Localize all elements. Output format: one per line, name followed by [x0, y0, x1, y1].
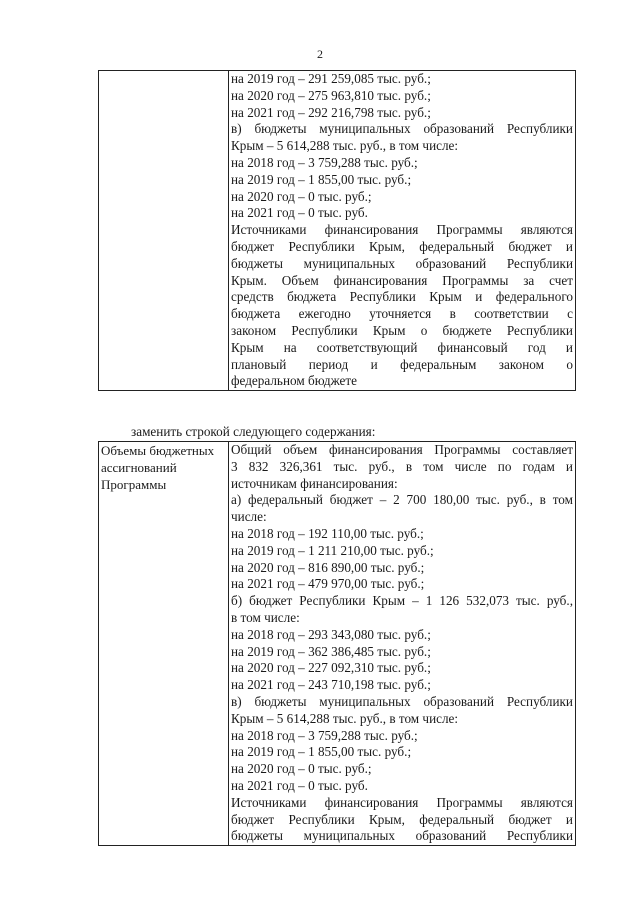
text-line: на 2020 год – 275 963,810 тыс. руб.;: [231, 87, 431, 103]
text-line: бюджеты муниципальных образований Республики: [231, 828, 573, 844]
page-number: 2: [317, 47, 323, 61]
text-line: на 2021 год – 292 216,798 тыс. руб.;: [231, 104, 431, 120]
content-cell-bottom: [229, 442, 576, 846]
text-line: а) федеральный бюджет – 2 700 180,00 тыс. руб., в том: [231, 492, 573, 508]
content-cell-top: [229, 71, 576, 391]
text-line: на 2018 год – 3 759,288 тыс. руб.;: [231, 154, 418, 170]
text-line: на 2020 год – 227 092,310 тыс. руб.;: [231, 660, 431, 676]
label-cell-empty: [99, 71, 229, 391]
text-line: на 2020 год – 816 890,00 тыс. руб.;: [231, 559, 425, 575]
text-line: бюджет Республики Крым, федеральный бюджет и: [231, 811, 573, 827]
content-lines-bottom: [231, 442, 573, 845]
text-line: законом Республики Крым о бюджете Республики: [231, 322, 573, 338]
text-line: на 2018 год – 293 343,080 тыс. руб.;: [231, 626, 431, 642]
text-line: бюджет Республики Крым, федеральный бюджет и: [231, 238, 573, 254]
replacement-intro-text: заменить строкой следующего содержания:: [131, 424, 376, 439]
text-line: на 2020 год – 0 тыс. руб.;: [231, 188, 372, 204]
text-line: бюджета ежегодно уточняется в соответствии с: [231, 306, 573, 322]
text-line: числе:: [231, 509, 267, 525]
text-line: на 2021 год – 243 710,198 тыс. руб.;: [231, 677, 431, 693]
text-line: Крым – 5 614,288 тыс. руб., в том числе:: [231, 710, 459, 726]
text-line: на 2021 год – 0 тыс. руб.: [231, 777, 368, 793]
text-line: на 2021 год – 479 970,00 тыс. руб.;: [231, 576, 425, 592]
text-line: Крым – 5 614,288 тыс. руб., в том числе:: [231, 138, 459, 154]
text-line: на 2019 год – 291 259,085 тыс. руб.;: [231, 71, 431, 86]
label-line: ассигнований: [101, 460, 177, 475]
text-line: в) бюджеты муниципальных образований Республики: [231, 693, 573, 709]
text-line: на 2020 год – 0 тыс. руб.;: [231, 761, 372, 777]
label-cell-budget: [99, 442, 229, 846]
text-line: на 2018 год – 192 110,00 тыс. руб.;: [231, 525, 424, 541]
text-line: средств бюджета Республики Крым и федерального: [231, 289, 573, 305]
text-line: б) бюджет Республики Крым – 1 126 532,073 тыс. руб.,: [231, 593, 573, 609]
budget-table-continued: [98, 70, 576, 391]
table-row: [99, 442, 576, 846]
label-line: Программы: [101, 477, 167, 492]
text-line: плановый период и федеральным законом о: [231, 356, 573, 372]
text-line: в том числе:: [231, 609, 300, 625]
label-line: Объемы бюджетных: [101, 443, 215, 458]
content-lines-top: [231, 71, 573, 390]
text-line: Крым. Объем финансирования Программы за счет: [231, 272, 573, 288]
text-line: на 2019 год – 362 386,485 тыс. руб.;: [231, 643, 431, 659]
text-line: на 2018 год – 3 759,288 тыс. руб.;: [231, 727, 418, 743]
text-line: на 2021 год – 0 тыс. руб.: [231, 205, 368, 221]
text-line: в) бюджеты муниципальных образований Республики: [231, 121, 573, 137]
table-row: [99, 71, 576, 391]
text-line: Источниками финансирования Программы являются: [231, 222, 573, 238]
text-line: на 2019 год – 1 855,00 тыс. руб.;: [231, 171, 412, 187]
text-line: Крым на соответствующий финансовый год и: [231, 339, 573, 355]
text-line: на 2019 год – 1 855,00 тыс. руб.;: [231, 744, 412, 760]
text-line: Общий объем финансирования Программы составляет: [231, 442, 573, 457]
text-line: бюджеты муниципальных образований Республики: [231, 255, 573, 271]
text-line: источникам финансирования:: [231, 475, 398, 491]
text-line: федеральном бюджете: [231, 373, 357, 389]
text-line: Источниками финансирования Программы являются: [231, 794, 573, 810]
budget-table-new: [98, 441, 576, 846]
text-line: 3 832 326,361 тыс. руб., в том числе по годам и: [231, 458, 573, 474]
text-line: на 2019 год – 1 211 210,00 тыс. руб.;: [231, 542, 434, 558]
